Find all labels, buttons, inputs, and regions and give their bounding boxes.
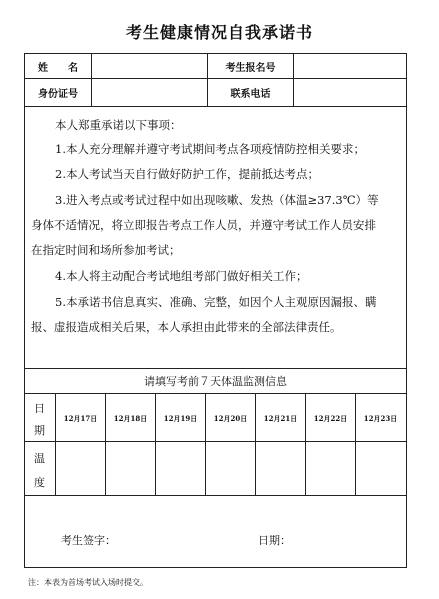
temperature-heading: 请填写考前７天体温监测信息 [144,375,287,388]
name-field[interactable] [92,54,207,78]
temp-row-label-bottom: 度 [34,476,45,489]
date-cell: 12月23日 [363,414,398,423]
id-field[interactable] [92,79,207,106]
row-divider [25,393,406,394]
date-cell: 12月17日 [63,414,98,423]
id-label: 身份证号 [38,89,78,100]
commitment-intro: 本人郑重承诺以下事项： [55,118,182,132]
signature-date-label: 日期： [258,534,291,547]
document-title: 考生健康情况自我承诺书 [125,23,313,42]
date-cell: 12月21日 [263,414,298,423]
date-cell: 12月20日 [213,414,248,423]
phone-label: 联系电话 [230,89,271,100]
exam-no-label: 考生报名号 [225,62,276,74]
commitment-item-2: 2.本人考试当天自行做好防护工作，提前抵达考点； [55,167,319,181]
temperature-cell[interactable] [356,442,406,495]
date-row-label-top: 日 [34,402,45,415]
temperature-cell[interactable] [156,442,205,495]
commitment-item-3-line-2: 身体不适情况，将立即报告考点工作人员，并遵守考试工作人员安排 [31,218,376,232]
commitment-item-3-line-3: 在指定时间和场所参加考试； [31,243,181,257]
date-cell: 12月22日 [313,414,348,423]
row-divider [25,106,406,107]
phone-field[interactable] [294,79,406,106]
temperature-cell[interactable] [106,442,155,495]
footnote: 注：本表为首场考试入场时提交。 [28,578,148,587]
name-label: 姓 名 [38,62,78,74]
temperature-cell[interactable] [206,442,255,495]
temperature-cell[interactable] [256,442,305,495]
commitment-form [24,53,407,568]
date-cell: 12月19日 [163,414,198,423]
temperature-cell[interactable] [56,442,105,495]
commitment-item-1: 1.本人充分理解并遵守考试期间考点各项疫情防控相关要求； [55,142,365,156]
signature-label: 考生签字： [61,534,116,547]
commitment-item-4: 4.本人将主动配合考试地组考部门做好相关工作； [55,269,308,283]
commitment-item-5-line-1: 5.本承诺书信息真实、准确、完整，如因个人主观原因漏报、瞒 [55,295,377,309]
temperature-cell[interactable] [306,442,355,495]
exam-no-field[interactable] [294,54,406,78]
date-cell: 12月18日 [113,414,148,423]
date-row-label-bottom: 期 [34,424,45,437]
row-divider [25,495,406,496]
commitment-item-5-line-2: 报、虚报造成相关后果，本人承担由此带来的全部法律责任。 [31,320,342,334]
commitment-item-3-line-1: 3.进入考点或考试过程中如出现咳嗽、发热（体温≥37.3℃）等 [55,193,379,207]
temp-row-label-top: 温 [34,452,45,465]
